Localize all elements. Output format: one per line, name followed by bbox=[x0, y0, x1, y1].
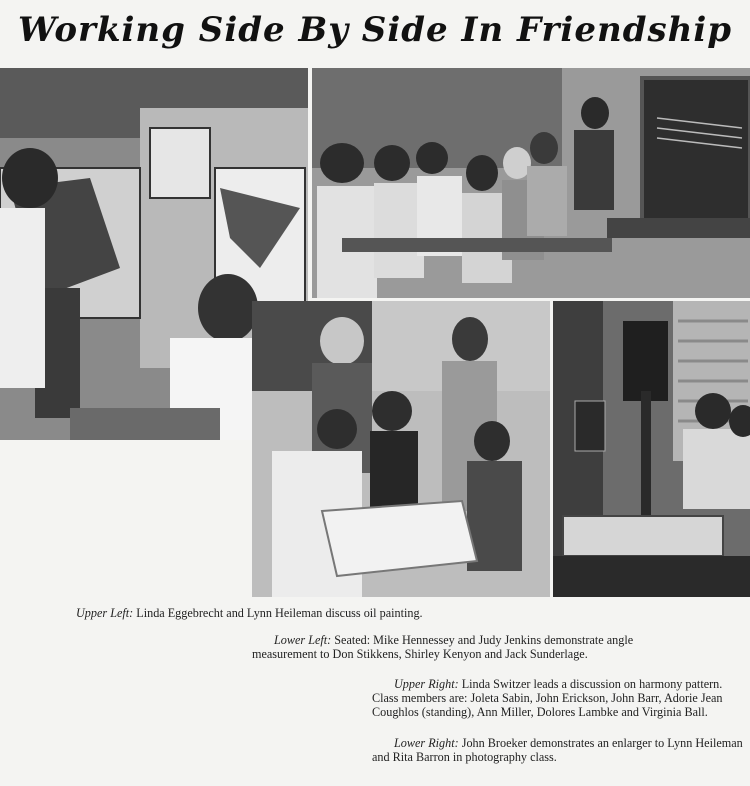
caption-lower-right bbox=[372, 736, 744, 764]
classroom-photo-image bbox=[312, 68, 750, 298]
photo-upper-right bbox=[312, 68, 750, 298]
caption-upper-left bbox=[54, 606, 434, 620]
page-title: Working Side By Side In Friendship bbox=[17, 10, 733, 50]
caption-upper-right bbox=[372, 677, 744, 719]
caption-lower-left-label: Lower Left: bbox=[274, 633, 332, 647]
angle-measurement-photo-image bbox=[252, 301, 550, 597]
enlarger-photo-image bbox=[553, 301, 750, 597]
caption-upper-left-text: Linda Eggebrecht and Lynn Heileman discuss oil painting. bbox=[133, 606, 423, 620]
caption-lower-right-label: Lower Right: bbox=[394, 736, 459, 750]
caption-lower-right-text: John Broeker demonstrates an enlarger to Lynn Heileman and Rita Barron in photography class. bbox=[372, 736, 743, 764]
caption-lower-left-text: Seated: Mike Hennessey and Judy Jenkins demonstrate angle measurement to Don Stikkens, Shirley Kenyon and Jack Sunderlage. bbox=[252, 633, 634, 661]
photo-lower-right bbox=[553, 301, 750, 597]
photo-lower-left bbox=[252, 301, 550, 597]
caption-upper-right-label: Upper Right: bbox=[394, 677, 459, 691]
caption-lower-left bbox=[252, 633, 652, 661]
caption-upper-left-label: Upper Left: bbox=[76, 606, 134, 620]
caption-upper-right-text: Linda Switzer leads a discussion on harmony pattern. Class members are: Joleta Sabin, John Erickson, John Barr, Adorie Jean Coughlos (standing), Ann Miller, Dolores Lambke and Virginia Ball. bbox=[372, 677, 723, 719]
